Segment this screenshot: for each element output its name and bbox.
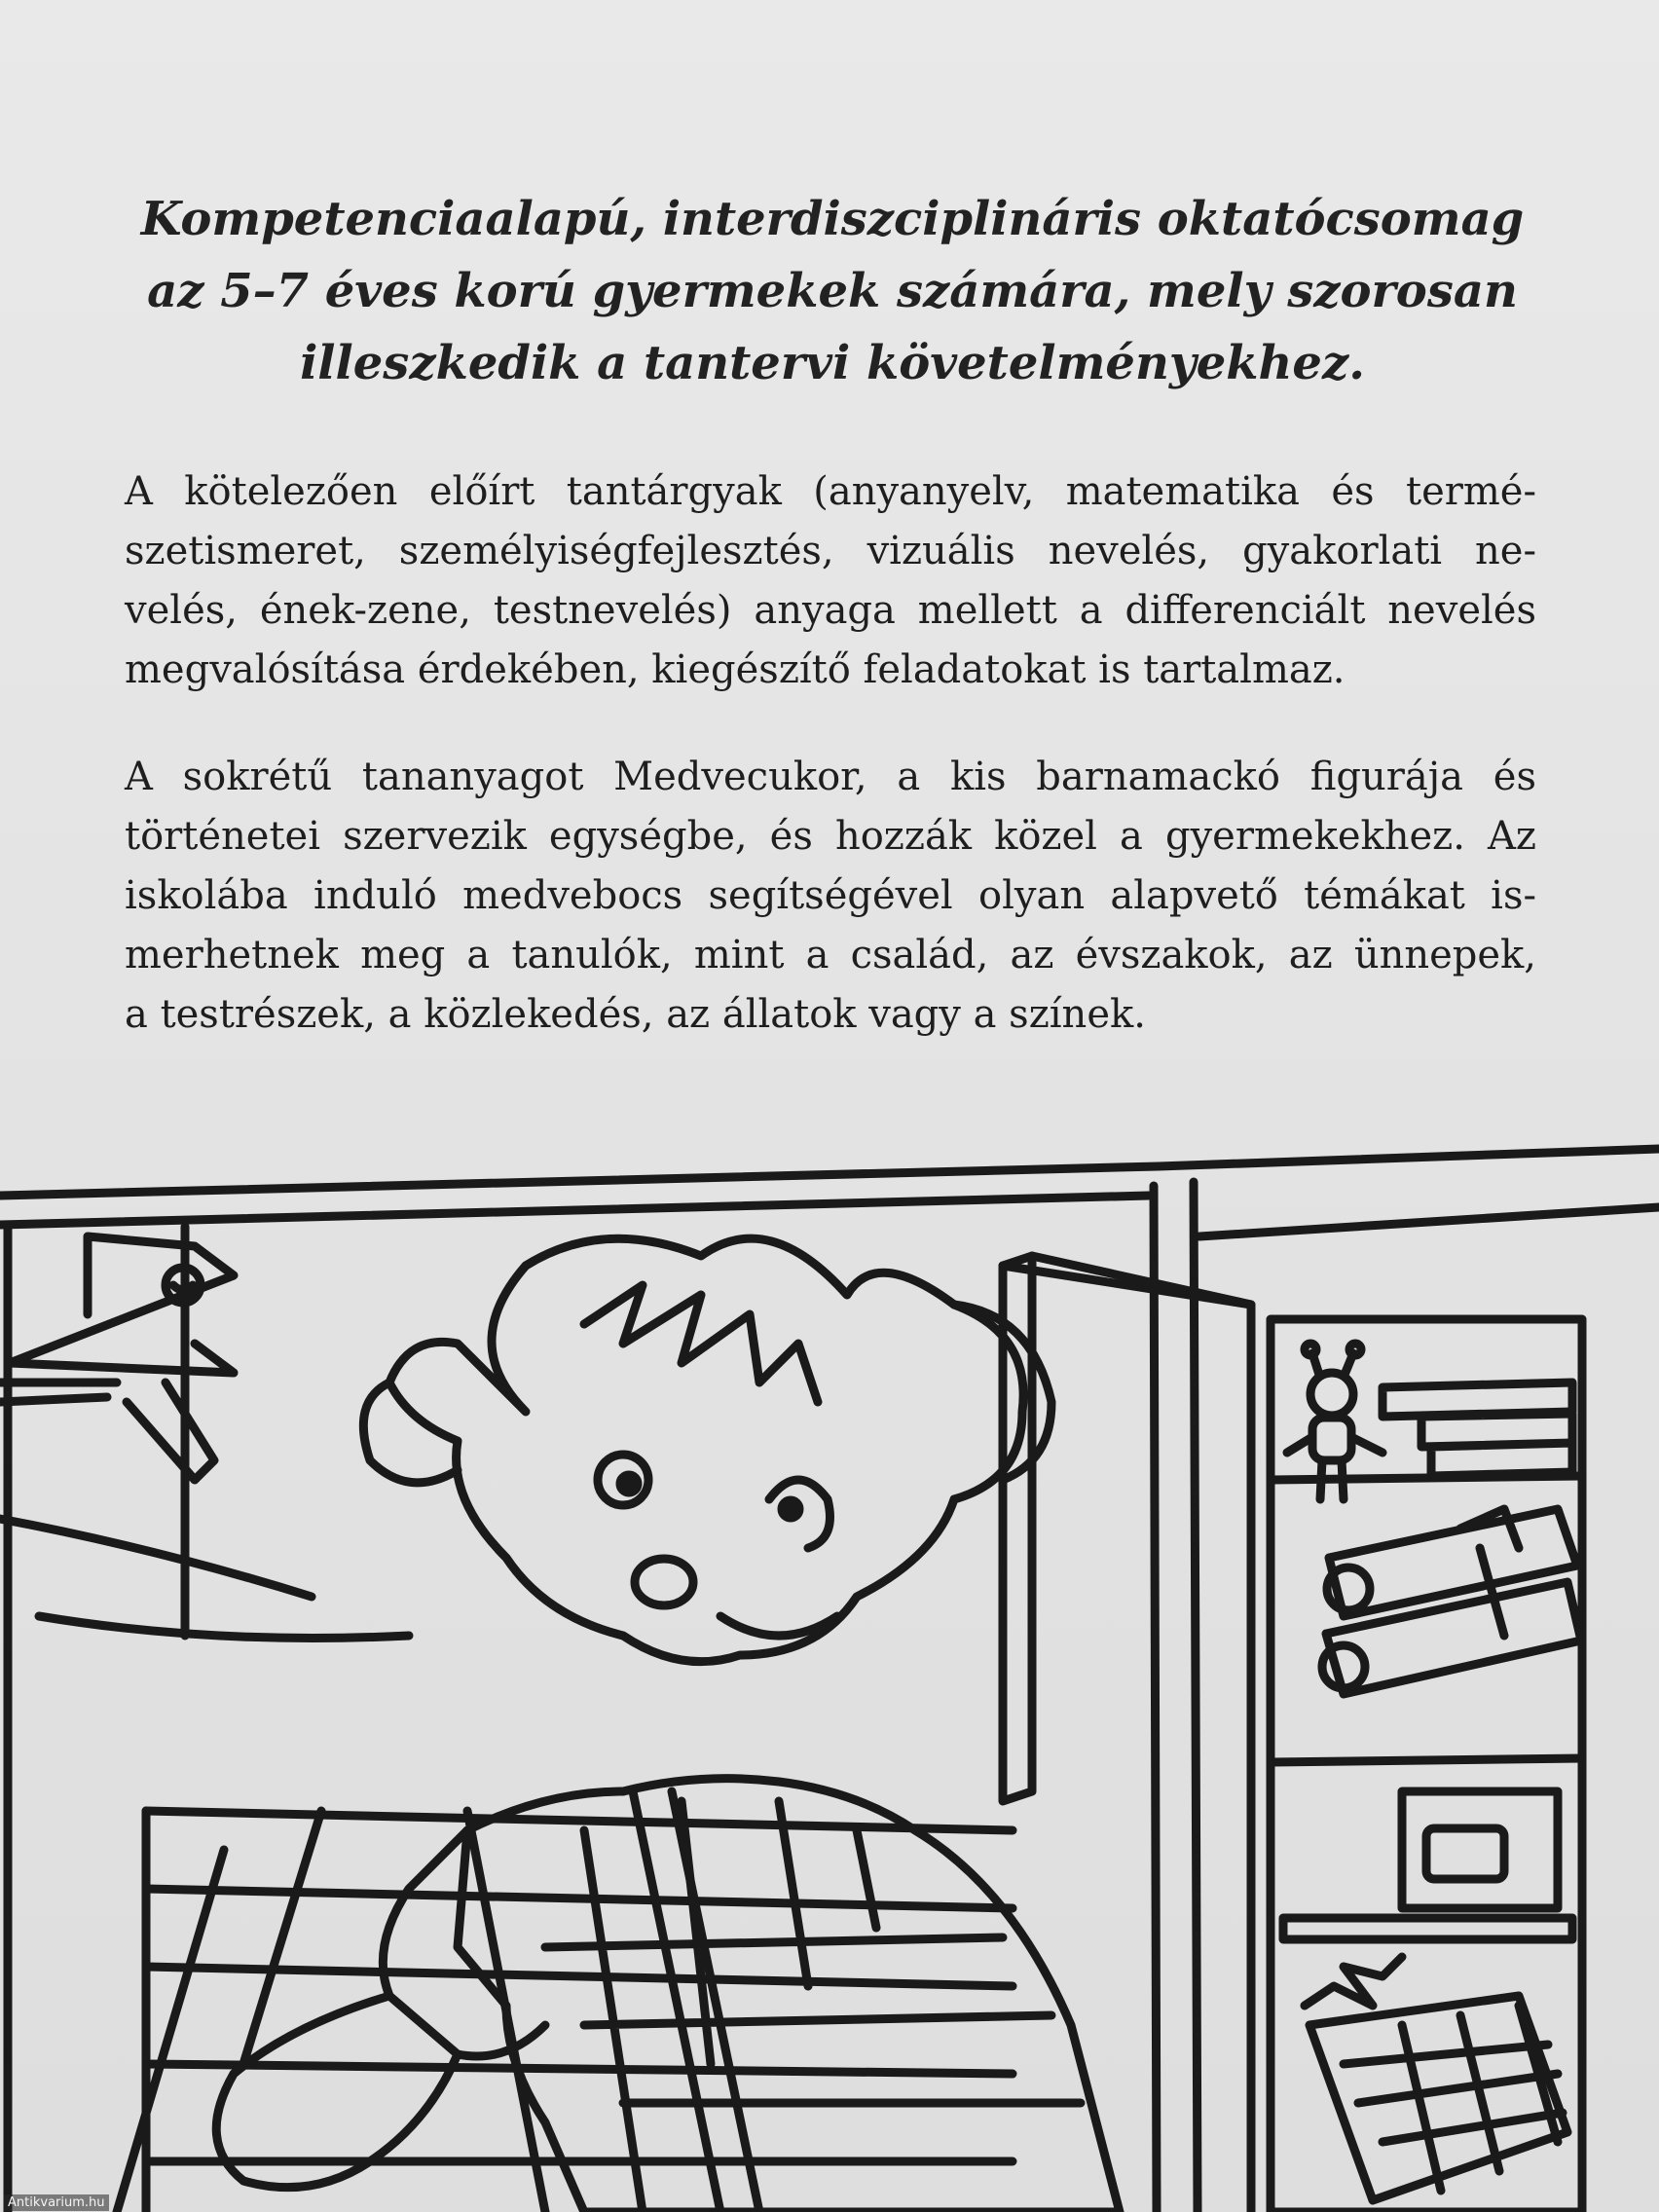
text-line: A sokrétű tananyagot Medvecukor, a kis barnamackó figurája és (125, 755, 1536, 799)
text-line: merhetnek meg a tanulók, mint a család, az évszakok, az ünnepek, (125, 933, 1536, 977)
title-line: illeszkedik a tantervi követelményekhez. (300, 336, 1365, 390)
text-line: történetei szervezik egységbe, és hozzák közel a gyermekekhez. Az (125, 814, 1536, 859)
bear-hair (584, 1285, 818, 1402)
text-line: iskolába induló medvebocs segítségével olyan alapvető témákat is- (125, 873, 1536, 918)
paragraph-medvecukor (125, 748, 1536, 1045)
floor-grid (146, 1811, 1013, 2161)
books-icon (1382, 1382, 1572, 1476)
title-line: az 5–7 éves korú gyermekek számára, mely szorosan (147, 264, 1518, 318)
cabinet-side (1032, 1256, 1251, 1305)
robot-body (1312, 1418, 1351, 1460)
center-post (1154, 1186, 1157, 2212)
bear-nose (635, 1559, 693, 1605)
text-line: A kötelezően előírt tantárgyak (anyanyelv, matematika és termé- (125, 469, 1536, 514)
shelf-3 (1283, 1918, 1572, 1939)
text-line: szetismeret, személyiségfejlesztés, vizuális nevelés, gyakorlati ne- (125, 529, 1536, 573)
bag-strap (633, 1791, 759, 2212)
board-top-edge (0, 1149, 1659, 1196)
motion-lines (0, 1519, 409, 1639)
robot-head-icon (1310, 1373, 1353, 1416)
paragraph-subjects (125, 462, 1536, 700)
bear-in-classroom-illustration (0, 1090, 1659, 2212)
board-top-edge-inner (0, 1196, 1149, 1225)
text-line: velés, ének-zene, testnevelés) anyaga mellett a differenciált nevelés (125, 588, 1536, 633)
shirt-stripes (545, 1801, 1081, 2212)
shelf-2 (1271, 1758, 1582, 1762)
center-post-2 (1194, 1182, 1198, 2212)
cabinet-door (1199, 1207, 1659, 1236)
text-line: a testrészek, a közlekedés, az állatok vagy a színek. (125, 992, 1146, 1037)
cabinet-top (1003, 1266, 1251, 2212)
page-title (127, 183, 1538, 399)
watermark-label: Antikvarium.hu (4, 2194, 109, 2211)
bear-head (389, 1238, 1023, 1662)
text-line: megvalósítása érdekében, kiegészítő feladatokat is tartalmaz. (125, 647, 1346, 692)
title-line: Kompetenciaalapú, interdiszciplináris oktatócsomag (140, 192, 1525, 246)
